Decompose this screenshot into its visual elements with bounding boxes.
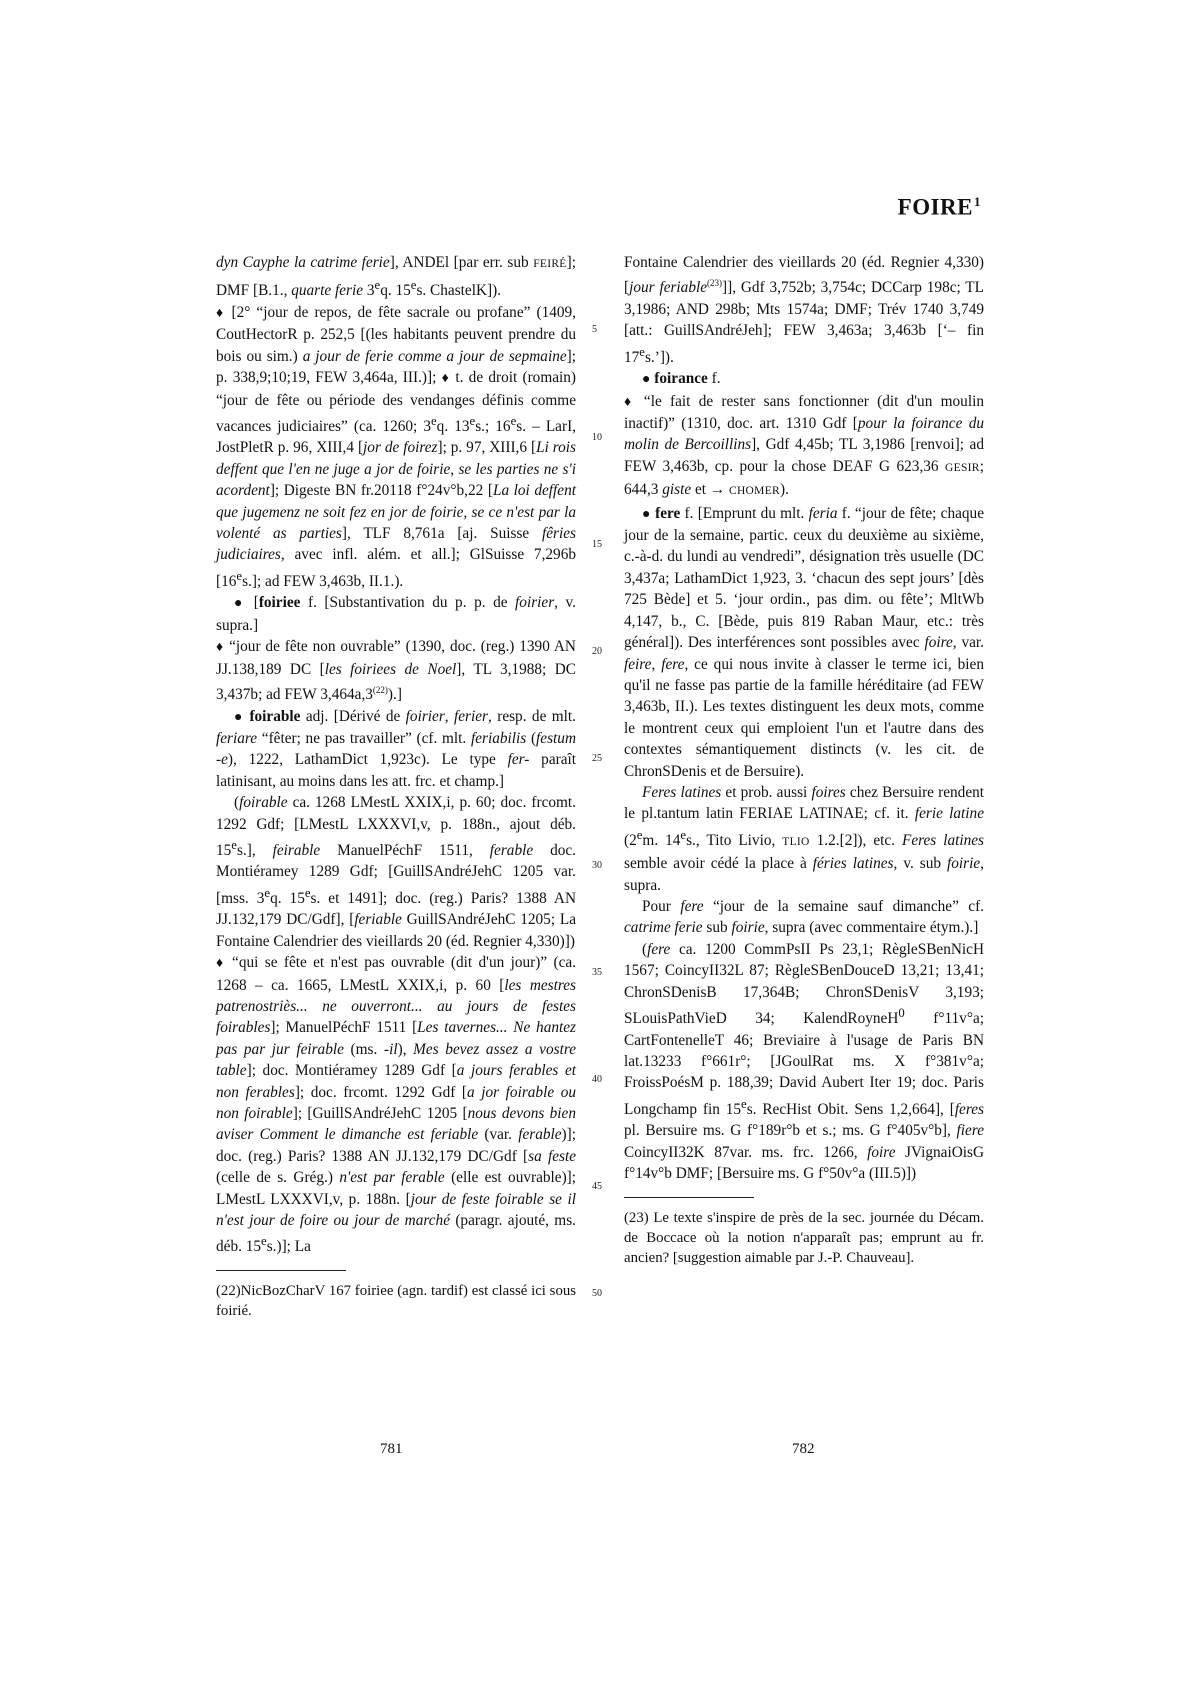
paragraph: ● foirance f.	[642, 370, 721, 388]
paragraph: Pour fere “jour de la semaine sauf dimanche” cf. catrime ferie sub foirie, supra (avec commentaire étym.).]	[624, 898, 984, 937]
paragraph: ♦ “le fait de rester sans fonctionner (dit d'un moulin inactif)” (1310, doc. art. 1310 Gdf [pour la foirance du molin de Bercoillins], Gdf 4,45b; TL 3,1986 [renvoi]; ad FEW 3,463b, cp. pour la chose DEAF G 623,36 GESIR; 644,3 giste et → CHOMER).	[624, 392, 984, 499]
arrow-icon: →	[709, 481, 726, 499]
line-number: 45	[592, 1181, 602, 1192]
page-number-right: 782	[792, 1441, 815, 1457]
paragraph: ♦ “qui se fête et n'est pas ouvrable (dit d'un jour)” (ca. 1268 – ca. 1665, LMestL XXIX,i, p. 60 [les mestres patrenostriès... ne ouverront... au jours de festes foirables]; ManuelPéchF 1511 [Les tavernes... Ne hantez pas par jur feirable (ms. -il), Mes bevez assez a vostre table]; doc. Montiéramey 1289 Gdf [a jours ferables et non ferables]; doc. frcomt. 1292 Gdf [a jor foirable ou non foirable]; [GuillSAndréJehC 1205 [nous devons bien aviser Comment le dimanche est feriable (var. ferable)]; doc. (reg.) Paris? 1388 AN JJ.132,179 DC/Gdf [sa feste (celle de s. Grég.) n'est par ferable (elle est ouvrable)]; LMestL LXXXVI,v, p. 188n. [jour de feste foirable se il n'est jour de foire ou jour de marché (paragr. ajouté, ms. déb. 15es.)]; La	[216, 954, 577, 1256]
footnote: (22)NicBozCharV 167 foiriee (agn. tardif) est classé ici sous foirié.	[216, 1282, 576, 1319]
bullet-icon: ●	[642, 506, 651, 522]
right-column	[624, 252, 984, 1268]
bullet-icon: ●	[234, 596, 247, 612]
paragraph: ♦ [2° “jour de repos, de fête sacrale ou profane” (1409, CoutHectorR p. 252,5 [(les habitants peuvent prendre du bois ou sim.) a jour de ferie comme a jour de sepmaine]; p. 338,9;10;19, FEW 3,464a, III.)]; ♦ t. de droit (romain) “jour de fête ou période des vendanges définis comme vacances judiciaires” (ca. 1260; 3eq. 13es.; 16es. – LarI, JostPletR p. 96, XIII,4 [jor de foirez]; p. 97, XIII,6 [Li rois deffent que l'en ne juge a jor de foirie, se les parties ne s'i acordent]; Digeste BN fr.20118 f°24v°b,22 [La loi deffent que jugemenz ne soit fez en jor de foirie, se ce n'est par la volenté as parties], TLF 8,761a [aj. Suisse fêries judiciaires, avec infl. além. et all.]; GlSuisse 7,296b [16es.]; ad FEW 3,463b, II.1.).	[216, 303, 576, 590]
bullet-icon: ●	[234, 709, 245, 725]
line-number: 10	[592, 432, 602, 443]
paragraph: ♦ “jour de fête non ouvrable” (1390, doc. (reg.) 1390 AN JJ.138,189 DC [les foiriees de Noel], TL 3,1988; DC 3,437b; ad FEW 3,464a,3$^{(22)}$).]	[216, 638, 576, 704]
paragraph: dyn Cayphe la catrime ferie], ANDEl [par err. sub FEIRÉ]; DMF [B.1., quarte ferie 3eq. 15es. ChastelK]).	[216, 254, 576, 300]
footnote-separator	[216, 1270, 346, 1271]
paragraph: ● [foiriee f. [Substantivation du p. p. de foirier, v. supra.]	[216, 594, 576, 634]
line-number: 25	[592, 753, 602, 764]
paragraph: Fontaine Calendrier des vieillards 20 (éd. Regnier 4,330) [jour feriable$^{(23)}$]], Gdf 3,752b; 3,754c; DCCarp 198c; TL 3,1986; AND 298b; Mts 1574a; DMF; Trév 1740 3,749 [att.: GuillSAndréJeh]; FEW 3,463a; 3,463b [‘– fin 17es.’]).	[624, 254, 984, 366]
line-number: 50	[592, 1288, 602, 1299]
line-number: 35	[592, 967, 602, 978]
line-number: 15	[592, 539, 602, 550]
paragraph: (foirable ca. 1268 LMestL XXIX,i, p. 60; doc. frcomt. 1292 Gdf; [LMestL LXXXVI,v, p. 188n., ajout déb. 15es.], feirable ManuelPéchF 1511, ferable doc. Montiéramey 1289 Gdf; [GuillSAndréJehC 1205 var. [mss. 3eq. 15es. et 1491]; doc. (reg.) Paris? 1388 AN JJ.132,179 DC/Gdf], [feriable GuillSAndréJehC 1205; La Fontaine Calendrier des vieillards 20 (éd. Regnier 4,330)])	[216, 794, 576, 950]
line-number: 5	[592, 324, 597, 335]
paragraph: ● fere f. [Emprunt du mlt. feria f. “jour de fête; chaque jour de la semaine, partic. ceux du deuxième au sixième, c.-à-d. du lundi au vendredi”, désignation très usuelle (DC 3,437a; LathamDict 1,923, 3. ‘chacun des sept jours’ [dès 725 Bède] et 5. ‘jour ordin., pas dim. ou fête’; MltWb 4,147, b., C. [Bède, puis 819 Raban Maur, etc.: très général]). Des interférences sont possibles avec foire, var. feire, fere, ce qui nous invite à classer le terme ici, bien qu'il ne fasse pas partie de la famille héréditaire (ad FEW 3,463b, II.). Les textes distinguent les deux mots, comme le montrent ceux qui emploient l'un et l'autre dans des contextes sémantiquement distincts (v. les cit. de ChronSDenis et de Bersuire).	[624, 504, 984, 780]
left-column	[216, 252, 576, 1321]
line-number: 40	[592, 1074, 602, 1085]
line-number: 20	[592, 646, 602, 657]
footnote: (23) Le texte s'inspire de près de la sec. journée du Décam. de Boccace où la notion n'apparaît pas; emprunt au fr. ancien? [suggestion aimable par J.-P. Chauveau].	[624, 1209, 984, 1266]
diamond-icon: ♦	[216, 305, 226, 321]
diamond-icon: ♦	[216, 640, 225, 656]
line-number: 30	[592, 860, 602, 871]
diamond-icon: ♦	[624, 394, 636, 410]
paragraph: (fere ca. 1200 CommPsII Ps 23,1; RègleSBenNicH 1567; CoincyII32L 87; RègleSBenDouceD 13,21; 13,41; ChronSDenisB 17,364B; ChronSDenisV 3,193; SLouisPathVieD 34; KalendRoyneH$^0$ f°11v°a; CartFontenelleT 46; Breviaire à l'usage de Paris BN lat.13233 f°661r°; [JGoulRat ms. X f°381v°a; FroissPoésM p. 188,39; David Aubert Iter 19; doc. Paris Longchamp fin 15es. RecHist Obit. Sens 1,2,664], [feres pl. Bersuire ms. G f°189r°b et s.; ms. G f°405v°b], fiere CoincyII32K 87var. ms. frc. 1266, foire JVignaiOisG f°14v°b DMF; [Bersuire ms. G f°50v°a (III.5)])	[624, 940, 984, 1183]
page-header-title: FOIRE$^1$	[897, 194, 981, 220]
diamond-icon: ♦	[216, 956, 226, 972]
paragraph: ● foirable adj. [Dérivé de foirier, ferier, resp. de mlt. feriare “fêter; ne pas travailler” (cf. mlt. feriabilis (festum -e), 1222, LathamDict 1,923c). Le type fer- paraît latinisant, au moins dans les att. frc. et champ.]	[216, 707, 576, 790]
diamond-icon: ♦	[441, 371, 451, 387]
footnote-separator	[624, 1197, 754, 1198]
bullet-icon: ●	[642, 372, 651, 388]
paragraph: Feres latines et prob. aussi foires chez Bersuire rendent le pl.tantum latin FERIAE LATINAE; cf. it. ferie latine (2em. 14es., Tito Livio, TLIO 1.2.[2]), etc. Feres latines semble avoir cédé la place à féries latines, v. sub foirie, supra.	[624, 783, 985, 894]
page-number-left: 781	[380, 1441, 403, 1457]
